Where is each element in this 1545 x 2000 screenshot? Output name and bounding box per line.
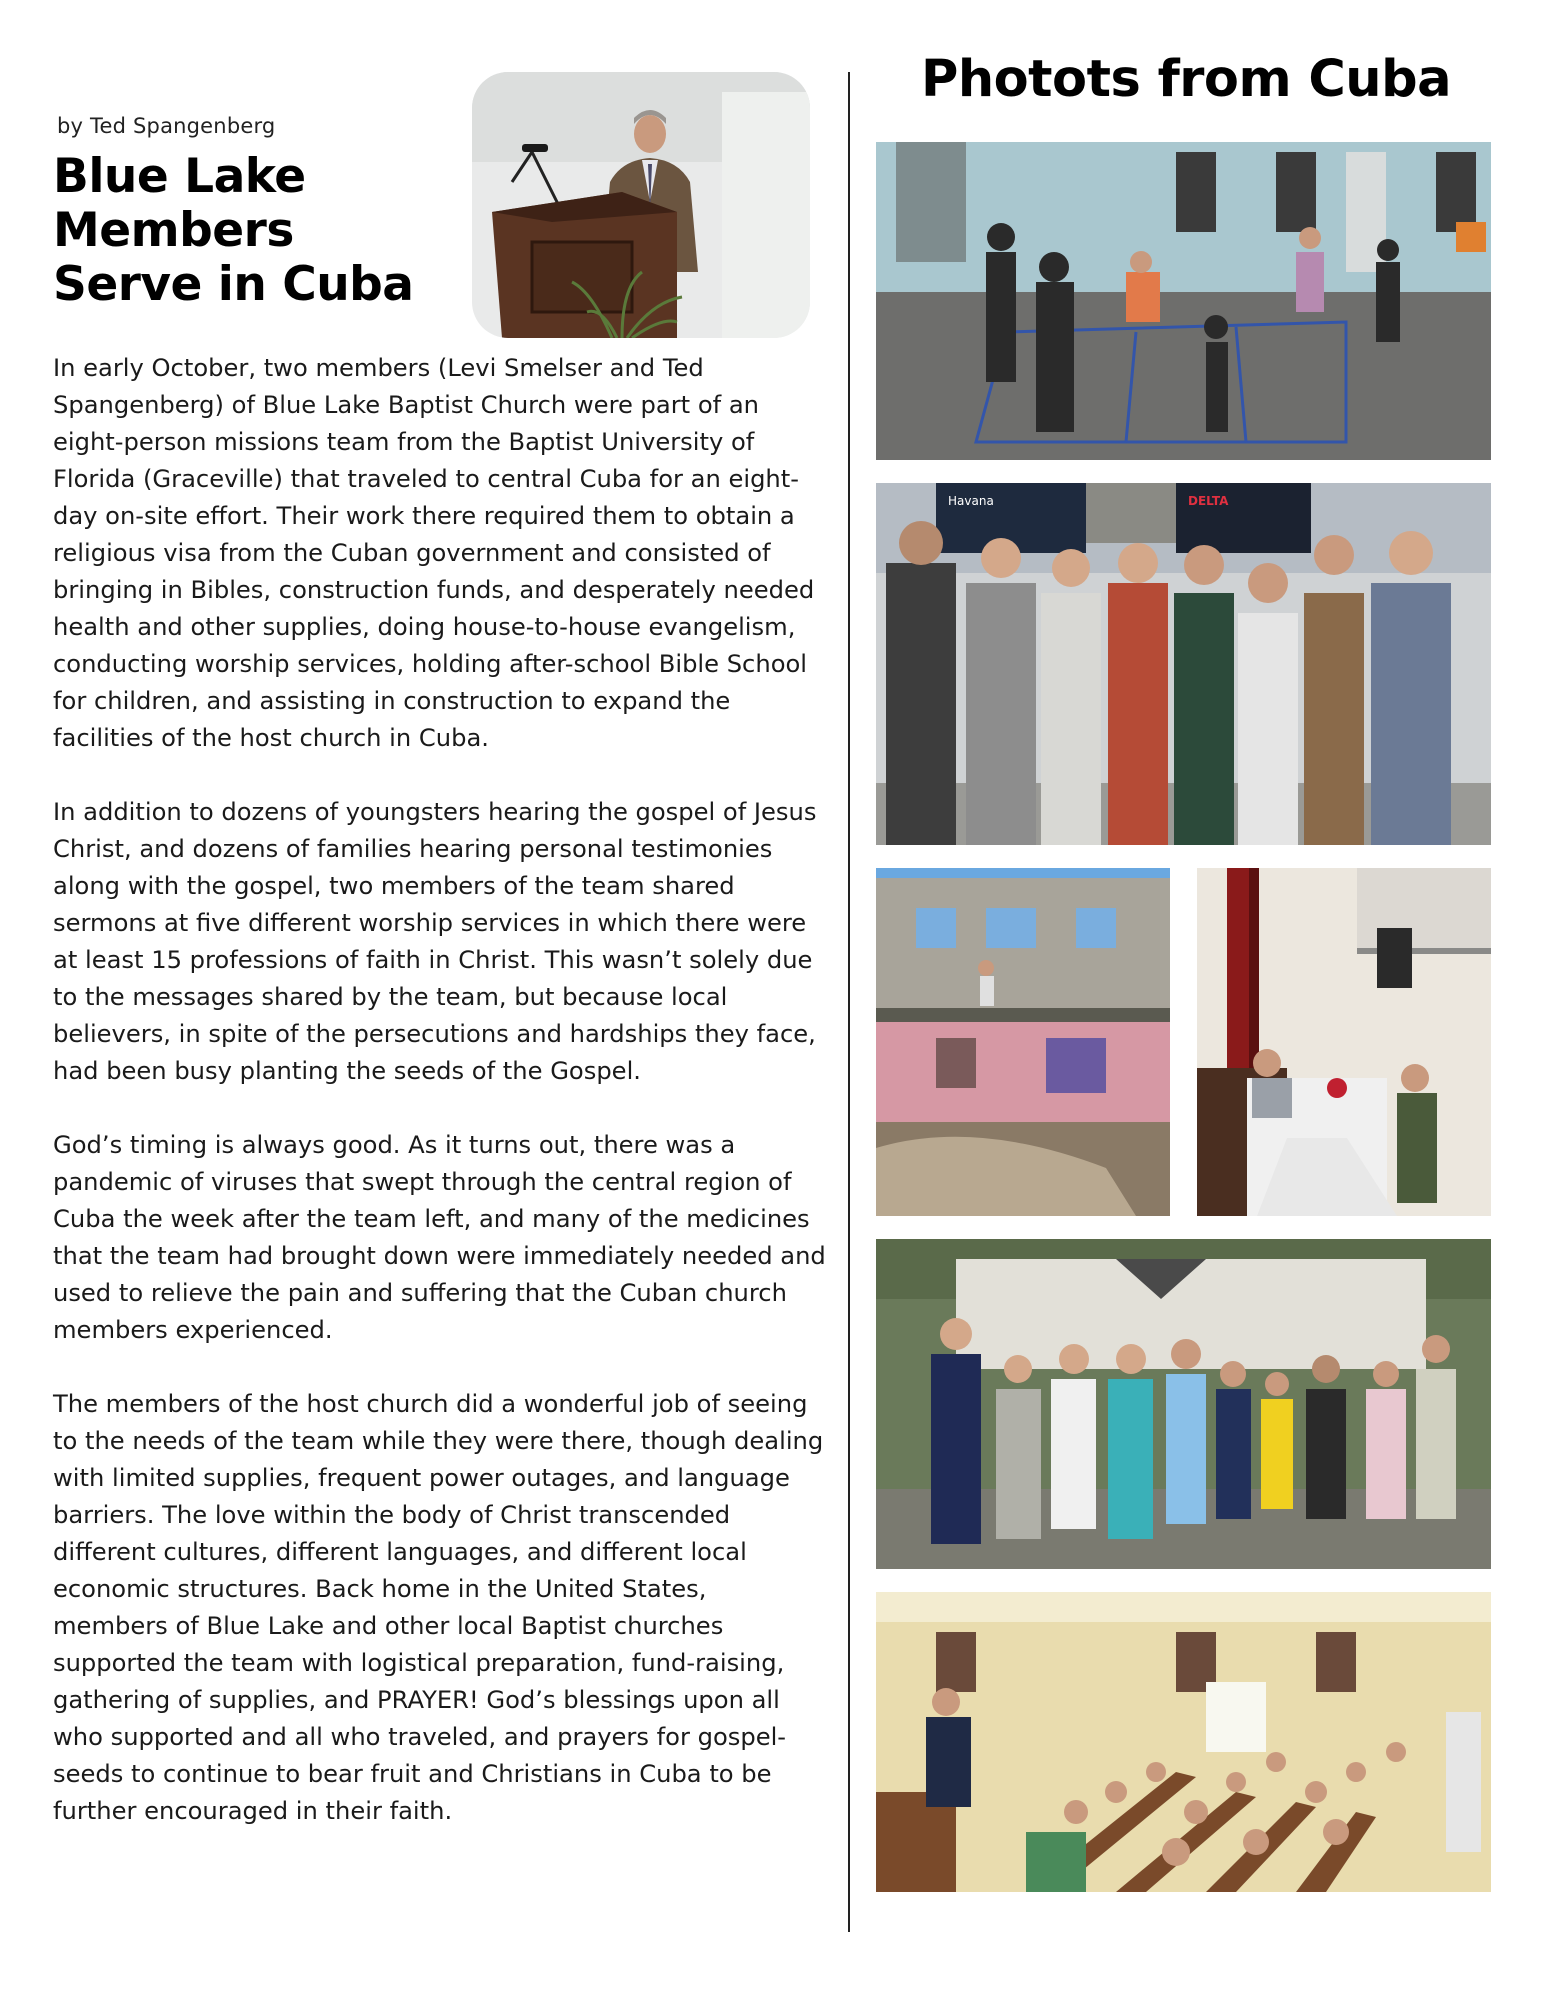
article-body [53, 350, 828, 1867]
article-headline: Blue Lake Members Serve in Cuba [53, 149, 414, 312]
byline: by Ted Spangenberg [57, 114, 276, 138]
congregation-group-photo [876, 1239, 1491, 1569]
construction-site-photo [876, 868, 1170, 1216]
team-airport-group-photo [876, 483, 1491, 845]
article-paragraph: In addition to dozens of youngsters hearing the gospel of Jesus Christ, and dozens of families hearing personal testimonies along with the gospel, two members of the team shared sermons at five different worship services in which there were at least 15 professions of faith in Christ. This wasn’t solely due to the messages shared by the team, but because local believers, in spite of the persecutions and hardships they face, had been busy planting the seeds of the Gospel. [53, 798, 817, 1085]
article-paragraph: The members of the host church did a wonderful job of seeing to the needs of the team while they were there, though dealing with limited supplies, frequent power outages, and language barriers. The love within the body of Christ transcended different cultures, different languages, and different local economic structures. Back home in the United States, members of Blue Lake and other local Baptist churches supported the team with logistical preparation, fund-raising, gathering of supplies, and PRAYER! God’s blessings upon all who supported and all who traveled, and prayers for gospel-seeds to continue to bear fruit and Christians in Cuba to be further encouraged in their faith. [53, 1390, 824, 1825]
children-in-pews-photo [876, 1592, 1491, 1892]
departure-board-text: Havana [948, 494, 994, 508]
article-paragraph: God’s timing is always good. As it turns out, there was a pandemic of viruses that swept through the central region of Cuba the week after the team left, and many of the medicines that the team had brought down were immediately needed and used to relieve the pain and suffering that the Cuban church members experienced. [53, 1131, 826, 1344]
courtyard-game-photo [876, 142, 1491, 460]
column-divider [848, 72, 850, 1932]
church-pulpit-photo [1197, 868, 1491, 1216]
author-at-pulpit-photo [472, 72, 810, 338]
article-paragraph: In early October, two members (Levi Smelser and Ted Spangenberg) of Blue Lake Baptist Church were part of an eight-person missions team from the Baptist University of Florida (Graceville) that traveled to central Cuba for an eight-day on-site effort. Their work there required them to obtain a religious visa from the Cuban government and consisted of bringing in Bibles, construction funds, and desperately needed health and other supplies, doing house-to-house evangelism, conducting worship services, holding after-school Bible School for children, and assisting in construction to expand the facilities of the host church in Cuba. [53, 354, 815, 752]
airline-logo-text: DELTA [1188, 494, 1229, 508]
photos-section-title: Photots from Cuba [920, 50, 1452, 109]
